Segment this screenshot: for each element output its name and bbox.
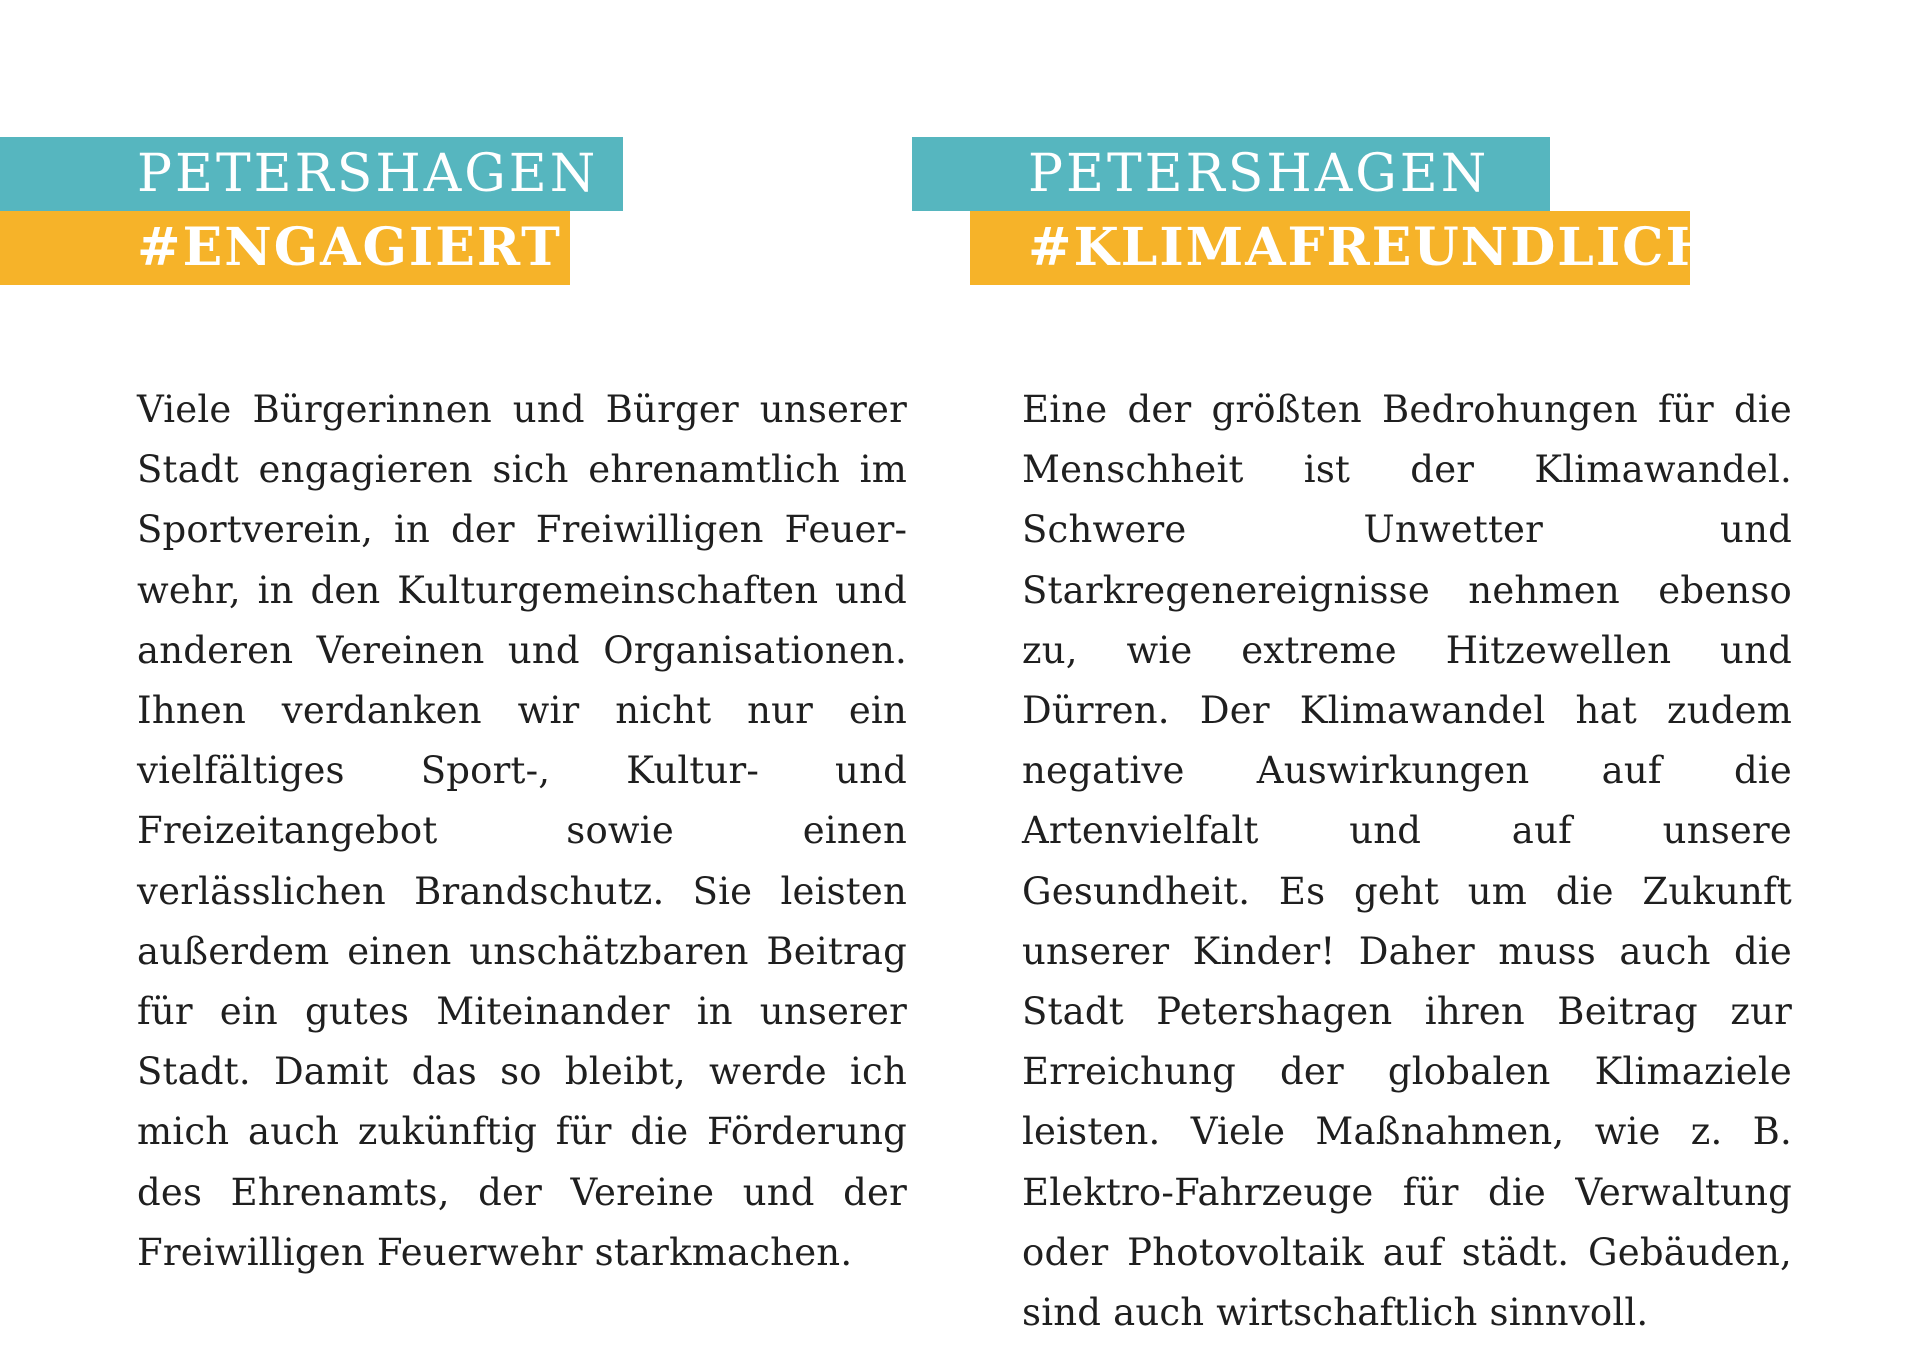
left-heading-line2: #ENGAGIERT	[137, 217, 562, 278]
left-heading-line1: PETERSHAGEN	[137, 144, 599, 204]
right-body-text: Eine der größten Bedrohungen für die Menschheit ist der Klimawandel. Schwere Unwetter und Starkregenereignisse nehmen ebenso zu, wie extreme Hitzewellen und Dürren. Der Klimawandel hat zudem negative Auswirkungen auf die Artenvielfalt und auf unsere Gesundheit. Es geht um die Zukunft unserer Kinder! Daher muss auch die Stadt Petershagen ihren Beitrag zur Erreichung der globalen Klimaziele leisten. Viele Maßnahmen, wie z. B. Elektro-Fahrzeuge für die Verwaltung oder Photovoltaik auf städt. Gebäuden, sind auch wirtschaftlich sinnvoll.	[1022, 388, 1792, 1335]
right-heading-line1: PETERSHAGEN	[1028, 144, 1490, 204]
right-heading-line2: #KLIMAFREUNDLICH	[1028, 217, 1717, 278]
left-body-text: Viele Bürgerinnen und Bürger unserer Stadt engagieren sich ehrenamtlich im Sportverein, in der Freiwilligen Feuerwehr, in den Kulturgemeinschaften und anderen Vereinen und Organisationen. Ihnen verdanken wir nicht nur ein vielfältiges Sport-, Kultur- und Freizeitangebot sowie einen verlässlichen Brandschutz. Sie leisten außerdem einen unschätzbaren Beitrag für ein gutes Miteinander in unserer Stadt. Damit das so bleibt, werde ich mich auch zukünftig für die Förderung des Ehrenamts, der Vereine und der Freiwilligen Feuerwehr starkmachen.	[137, 388, 907, 1274]
